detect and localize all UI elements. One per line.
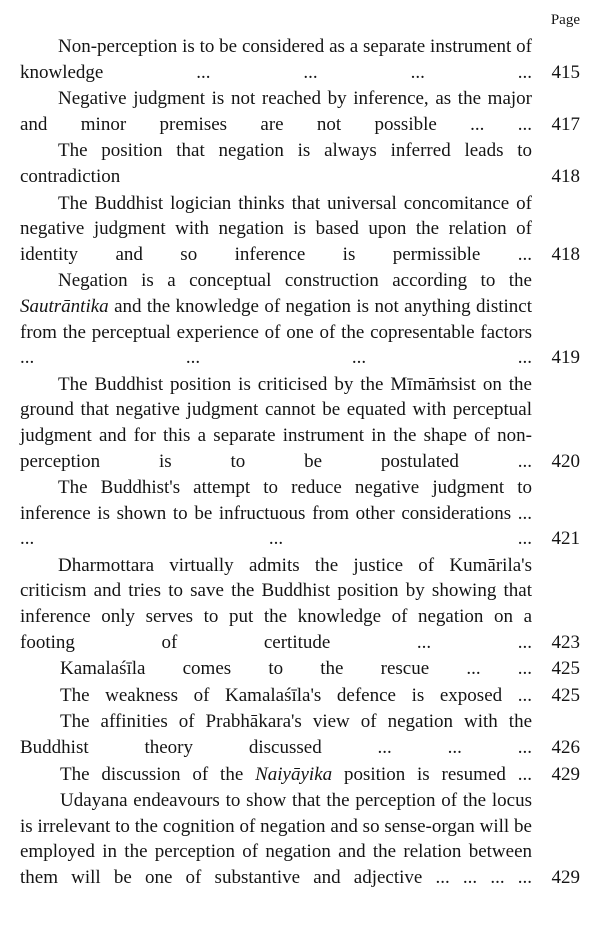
toc-page-number: 420 [551, 450, 580, 472]
toc-entry-text [20, 268, 532, 370]
toc-entry-italic-term: Naiyāyika [255, 763, 333, 785]
toc-page-number: 425 [551, 684, 580, 706]
toc-entry [20, 191, 580, 268]
toc-page-number: 417 [551, 113, 580, 135]
toc-entry [20, 34, 580, 85]
toc-entry-text: Negative judgment is not reached by inference, as the major and minor premises are not possible ... ... [20, 88, 532, 135]
toc-page-number: 426 [551, 737, 580, 759]
toc-page-number: 429 [551, 867, 580, 888]
toc-entry [20, 138, 580, 189]
toc-entry-text: The Buddhist's attempt to reduce negative judgment to inference is shown to be infructuous from other considerations ... ... ... ... [20, 477, 532, 550]
toc-entry-text: The Buddhist logician thinks that universal concomitance of negative judgment with negation is based upon the relation of identity and so inference is permissible ... [20, 192, 532, 265]
toc-page-number: 419 [551, 347, 580, 369]
toc-entry-text: The position that negation is always inferred leads to contradiction [20, 140, 532, 187]
toc-entry [20, 268, 580, 370]
table-of-contents [20, 34, 580, 891]
toc-entry-text: The affinities of Prabhākara's view of negation with the Buddhist theory discussed ... ... ... [20, 711, 532, 759]
toc-page-number: 418 [551, 243, 580, 265]
toc-page-number: 429 [551, 763, 580, 785]
toc-page-number: 425 [551, 658, 580, 680]
toc-entry-text-part: position is resumed ... [332, 763, 532, 785]
toc-entry-text-part: The discussion of the [60, 763, 256, 785]
toc-page-number: 421 [551, 528, 580, 550]
toc-entry-text-part: Negation is a conceptual construction according to the [58, 270, 532, 292]
toc-entry [20, 762, 580, 788]
toc-entry [20, 788, 580, 890]
toc-entry [20, 656, 580, 682]
toc-entry [20, 372, 580, 474]
toc-entry [20, 86, 580, 137]
toc-entry [20, 709, 580, 760]
toc-entry-text: Udayana endeavours to show that the perception of the locus is irrelevant to the cognition of negation and so sense-organ will be employed in the perception of negation and the relation between them will be one of substantive and adjective ... ... ... ... [20, 790, 532, 888]
toc-entry-italic-term: Sautrāntika [20, 295, 109, 317]
toc-entry-text: Kamalaśīla comes to the rescue ... ... [60, 658, 532, 680]
toc-entry-text-part: and the knowledge of negation is not anything distinct from the perceptual experience of one of the copresentable factors ... ... ... ... [20, 295, 532, 369]
page-column-label: Page [550, 12, 580, 28]
toc-page-number: 418 [551, 165, 580, 187]
toc-entry-text: Dharmottara virtually admits the justice of Kumārila's criticism and tries to save the Buddhist position by showing that inference only serves to put the knowledge of negation on a footing of certitude ... ... [20, 554, 532, 653]
toc-entry [20, 553, 580, 655]
toc-entry-text: The Buddhist position is criticised by the Mīmāṁsist on the ground that negative judgment cannot be equated with perceptual judgment and for this a separate instrument in the shape of non-perception is to be postulated ... [20, 373, 532, 472]
toc-page-number: 423 [551, 631, 580, 653]
toc-entry [20, 683, 580, 709]
toc-entry-text [20, 762, 532, 788]
toc-entry-text: Non-perception is to be considered as a separate instrument of knowledge ... ... ... ... [20, 36, 532, 83]
toc-page-number: 415 [551, 61, 580, 83]
toc-entry [20, 475, 580, 552]
toc-entry-text: The weakness of Kamalaśīla's defence is exposed ... [60, 684, 532, 706]
